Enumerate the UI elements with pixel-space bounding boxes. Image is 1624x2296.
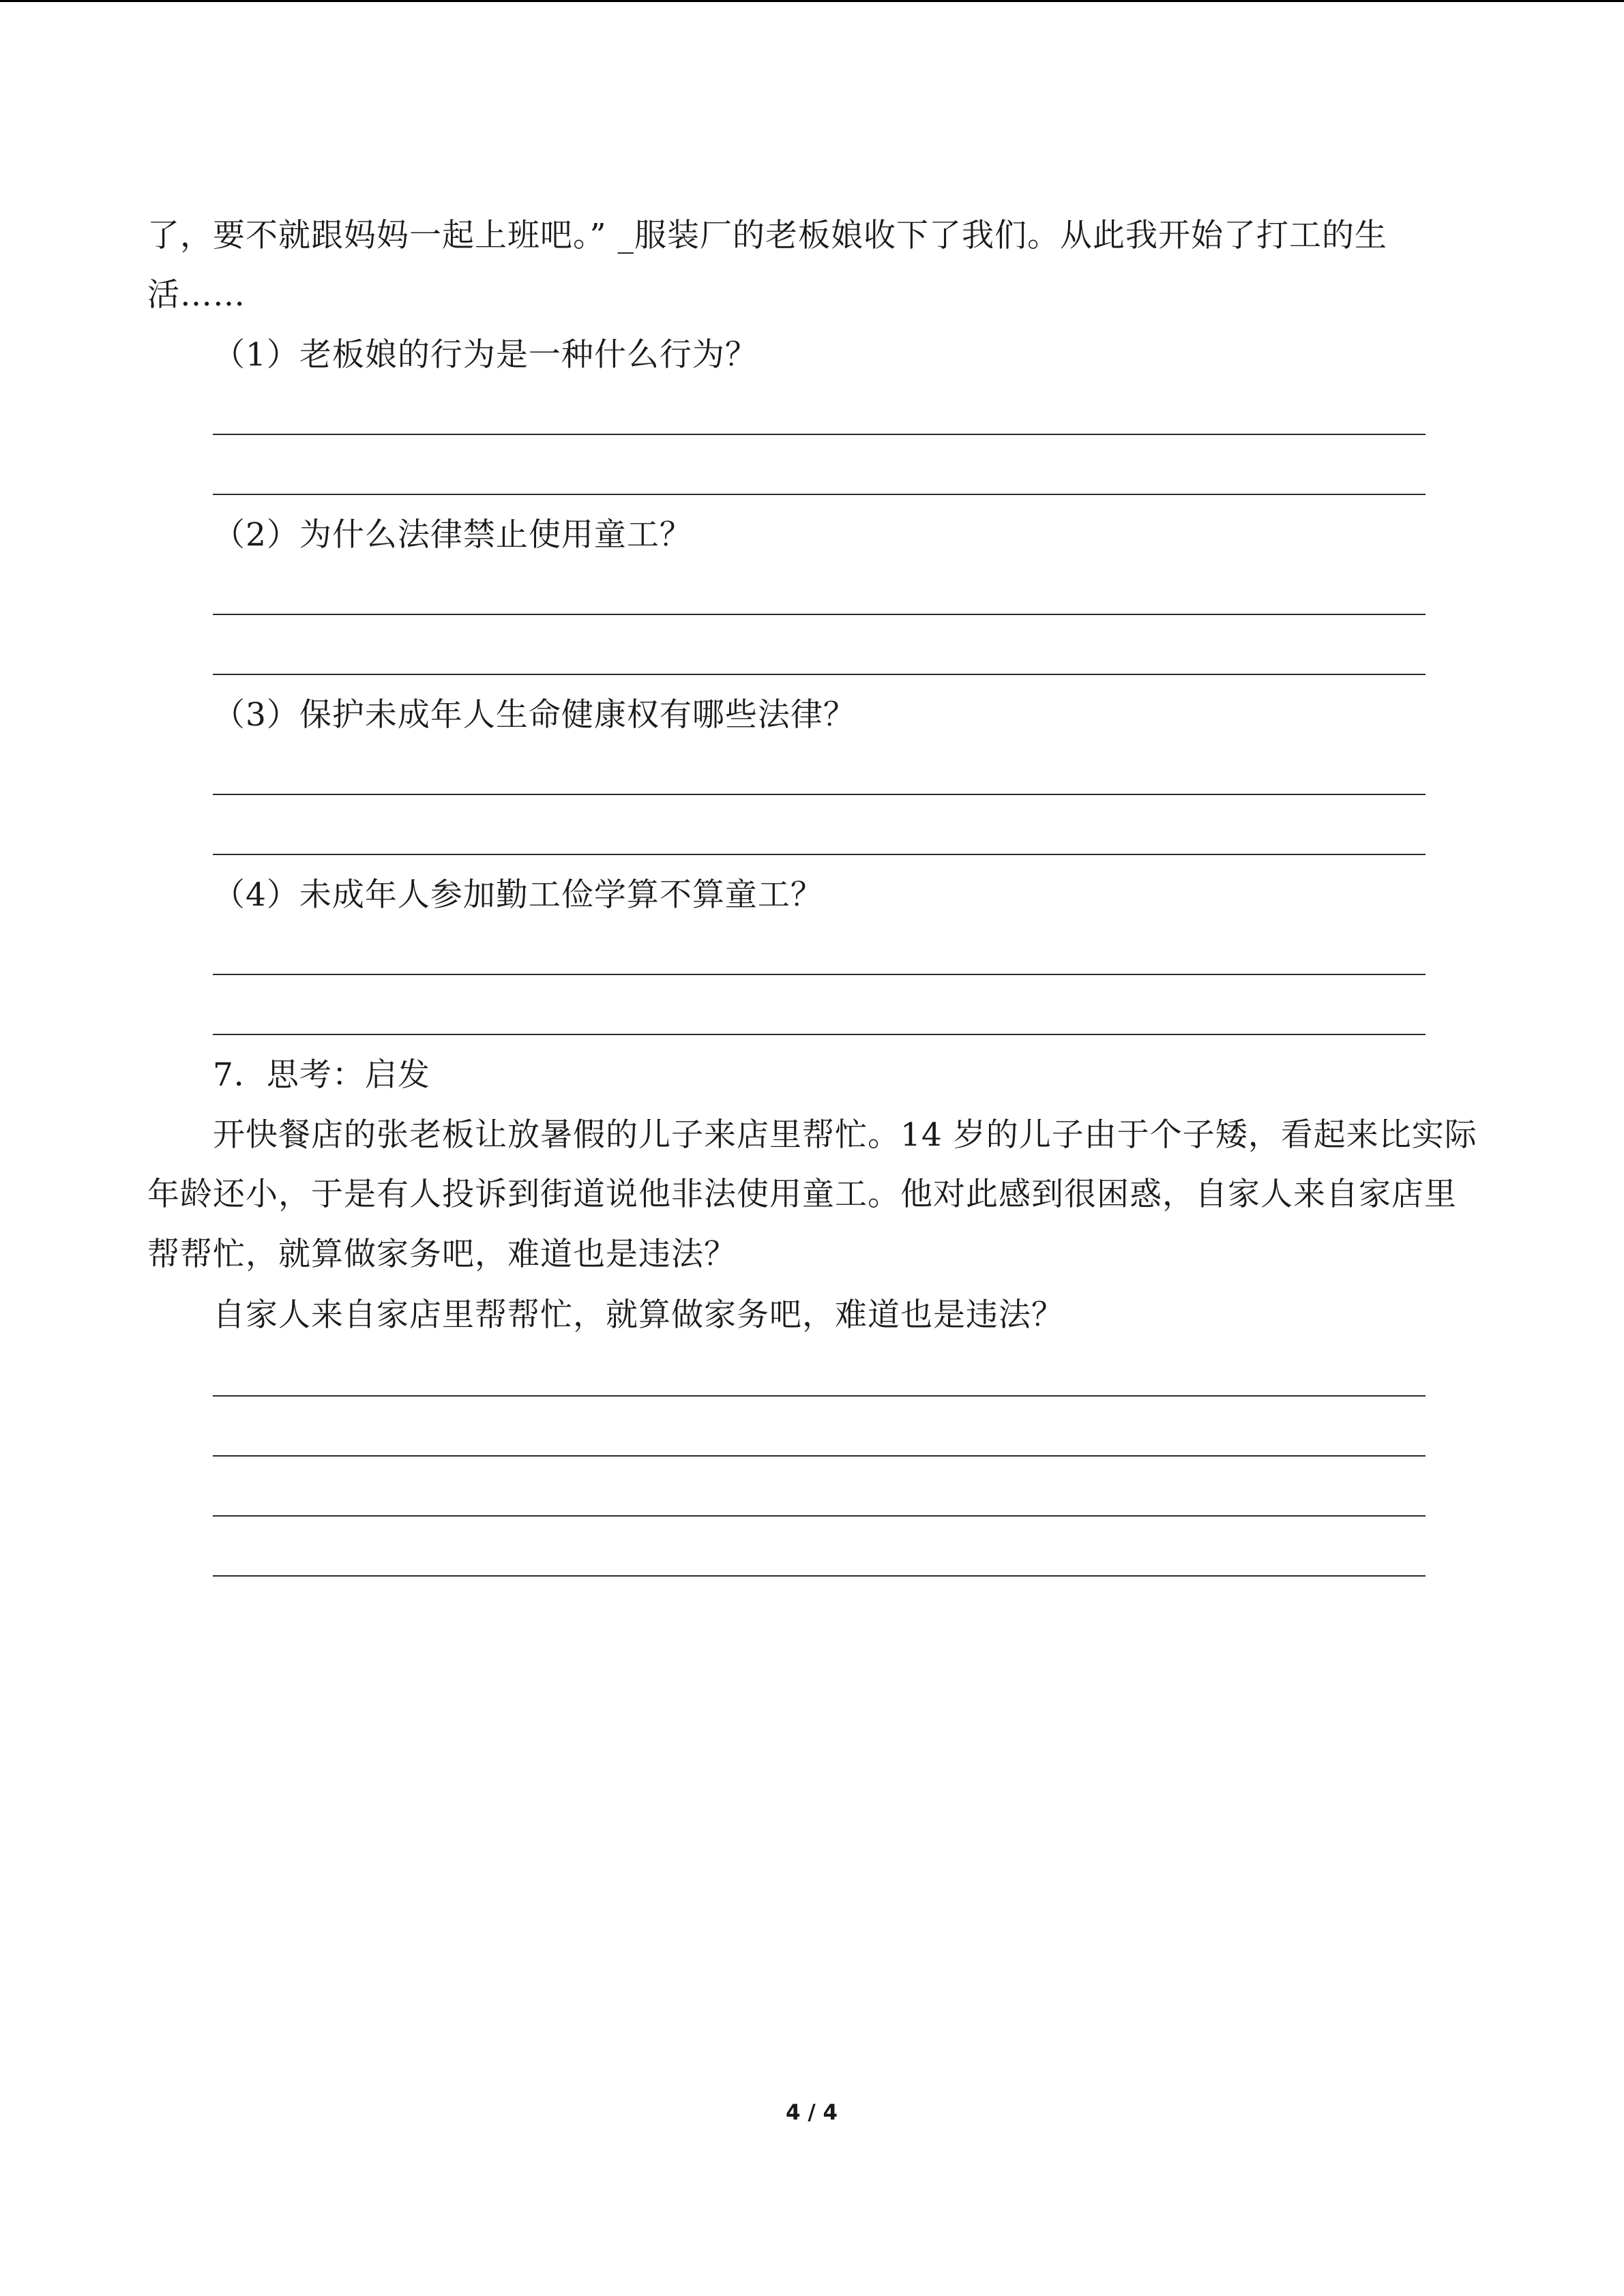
- answer-line-q3-2[interactable]: [213, 854, 1426, 855]
- answer-line-q7-1[interactable]: [213, 1395, 1426, 1397]
- section-7-heading: 7．思考：启发: [213, 1056, 430, 1094]
- answer-line-q3-1[interactable]: [213, 794, 1426, 795]
- passage-line-2: 活……: [147, 276, 246, 314]
- answer-line-q1-2[interactable]: [213, 494, 1426, 495]
- section-7-paragraph-line-2: 年龄还小，于是有人投诉到街道说他非法使用童工。他对此感到很困惑，自家人来自家店里: [147, 1176, 1457, 1213]
- answer-line-q2-1[interactable]: [213, 614, 1426, 615]
- answer-line-q7-2[interactable]: [213, 1455, 1426, 1457]
- answer-line-q4-2[interactable]: [213, 1034, 1426, 1035]
- section-7-paragraph-line-1: 开快餐店的张老板让放暑假的儿子来店里帮忙。14 岁的儿子由于个子矮，看起来比实际: [213, 1116, 1477, 1154]
- section-7-paragraph-line-3: 帮帮忙，就算做家务吧，难道也是违法？: [147, 1236, 737, 1273]
- answer-line-q7-4[interactable]: [213, 1575, 1426, 1577]
- question-4: （4）未成年人参加勤工俭学算不算童工？: [213, 876, 823, 914]
- answer-line-q1-1[interactable]: [213, 434, 1426, 435]
- question-2: （2）为什么法律禁止使用童工？: [213, 516, 692, 554]
- page-number: 4 / 4: [785, 2100, 838, 2125]
- answer-line-q2-2[interactable]: [213, 674, 1426, 675]
- top-border-rule: [0, 0, 1624, 2]
- answer-line-q7-3[interactable]: [213, 1515, 1426, 1517]
- question-1: （1）老板娘的行为是一种什么行为？: [213, 336, 758, 374]
- answer-line-q4-1[interactable]: [213, 974, 1426, 975]
- section-7-question: 自家人来自家店里帮帮忙，就算做家务吧，难道也是违法？: [213, 1296, 1064, 1334]
- passage-line-1: 了，要不就跟妈妈一起上班吧。” _服装厂的老板娘收下了我们。从此我开始了打工的生: [147, 217, 1387, 254]
- question-3: （3）保护未成年人生命健康权有哪些法律？: [213, 696, 856, 734]
